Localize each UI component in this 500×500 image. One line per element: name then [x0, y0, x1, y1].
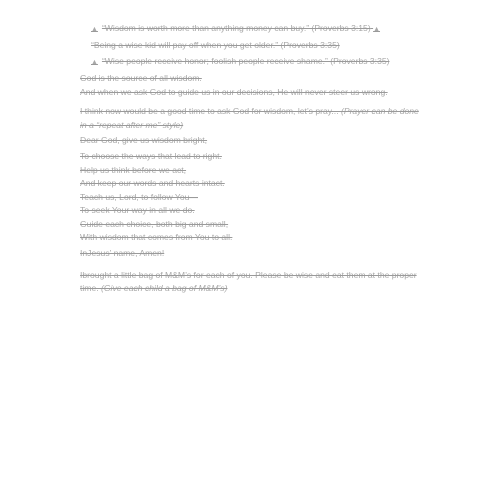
triangle-bullet-icon: ▲	[91, 26, 98, 33]
prayer-line: Help us think before we act,	[80, 164, 187, 175]
verse-line-3	[80, 55, 425, 70]
prayer-line: And keep our words and hearts intact.	[80, 178, 225, 189]
document-body	[80, 22, 425, 296]
prayer-intro	[80, 105, 425, 132]
triangle-marker-icon: ▲	[373, 26, 381, 33]
prayer-line: To choose the ways that lead to right.	[80, 150, 222, 161]
prayer-line: To seek Your way in all we do.	[80, 205, 195, 216]
verse-line-1	[80, 22, 425, 37]
prayer-line: InJesus’ name, Amen!	[80, 248, 165, 259]
prayer-line: Guide each choice, both big and small,	[80, 218, 229, 229]
verse-text: “Being a wise kid will pay off when you get older.” (Proverbs 3:35)	[91, 39, 340, 50]
prayer-line: With wisdom that comes from You to all.	[80, 232, 233, 243]
prayer-intro-note: (Prayer can be done in a “repeat after me” style)	[80, 106, 419, 130]
verse-text: “Wisdom is worth more than anything money can buy.” (Proverbs 3:15)	[101, 23, 371, 33]
verse-line-2	[80, 39, 425, 53]
intro-line-2: And when we ask God to guide us in our decisions, He will never steer us wrong.	[80, 86, 388, 97]
prayer-line: Teach us, Lord, to follow You—	[80, 191, 198, 202]
verse-text: “Wise people receive honor; foolish people receive shame.” (Proverbs 3:35)	[101, 55, 390, 66]
closing-text: Ibrought a little bag of M&M’s for each of you. Please be wise and eat them at the proper time.	[80, 269, 417, 294]
closing-paragraph	[80, 269, 425, 296]
intro-line-1: God is the source of all wisdom.	[80, 72, 202, 83]
closing-note: (Give each child a bag of M&M’s)	[101, 283, 228, 294]
prayer-intro-text: I think now would be a good time to ask God for wisdom, let’s pray...	[80, 106, 341, 117]
triangle-bullet-icon: ▲	[91, 58, 98, 66]
prayer-line: Dear God, give us wisdom bright,	[80, 135, 208, 146]
